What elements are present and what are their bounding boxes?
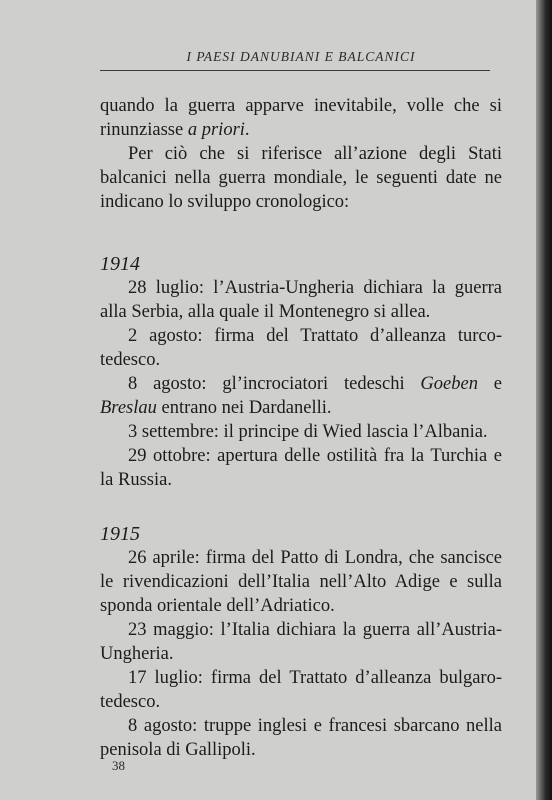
ship-name: Breslau [100, 398, 157, 418]
entry-date: 2 agosto [128, 326, 198, 346]
entry-text: : firma del Trattato d’alleanza bulgaro-tedesco. [100, 668, 502, 712]
body-text [100, 94, 502, 762]
entry-date: 3 settembre [128, 422, 214, 442]
entry-text: : l’Austria-Ungheria dichiara la guerra alla Serbia, alla quale il Montenegro si allea. [100, 278, 502, 322]
year-heading-1915: 1915 [100, 523, 140, 545]
entry-date: 23 maggio [128, 620, 209, 640]
chronology-entry [100, 666, 502, 714]
entry-text: : truppe inglesi e francesi sbarcano nella penisola di Gallipoli. [100, 716, 502, 760]
intro-italic: a priori [187, 120, 245, 140]
entry-text: entrano nei Dardanelli. [156, 398, 332, 418]
chronology-entry [100, 444, 502, 492]
entry-text: : apertura delle ostilità fra la Turchia e la Russia. [100, 446, 502, 490]
entry-text: : gl’incrociatori tedeschi [201, 374, 421, 394]
ship-name: Goeben [420, 374, 478, 394]
chronology-entry [100, 276, 502, 324]
running-head: I PAESI DANUBIANI E BALCANICI [186, 49, 416, 64]
chronology-entry [100, 324, 502, 372]
entry-text: : firma del Patto di Londra, che sancisce le rivendicazioni dell’Italia nell’Alto Adige e sulla sponda orientale dell’Adriatico. [100, 548, 502, 616]
entry-date: 29 ottobre [128, 446, 206, 466]
header-rule [100, 70, 490, 71]
chronology-entry [100, 420, 502, 444]
intro-paragraph [100, 94, 502, 142]
chronology-entry [100, 714, 502, 762]
entry-text: : firma del Trattato d’alleanza turco-tedesco. [100, 326, 502, 370]
intro-text: quando la guerra apparve inevitabile, volle che si rinunziasse [100, 96, 502, 140]
entry-date: 8 agosto [128, 716, 193, 736]
entry-date: 26 aprile [128, 548, 195, 568]
entry-text: e [477, 374, 502, 394]
second-paragraph: Per ciò che si riferisce all’azione degli Stati balcanici nella guerra mondiale, le seguenti date ne indicano lo sviluppo cronologico: [100, 144, 502, 212]
chronology-entry [100, 372, 502, 420]
intro-end: . [244, 120, 250, 140]
page-edge-shadow [536, 0, 552, 800]
entry-text: : il principe di Wied lascia l’Albania. [213, 422, 488, 442]
entry-text: : l’Italia dichiara la guerra all’Austria-Ungheria. [100, 620, 502, 664]
entry-date: 8 agosto [128, 374, 202, 394]
page-number: 38 [112, 758, 125, 773]
entry-date: 28 luglio [128, 278, 199, 298]
year-heading-1914: 1914 [100, 253, 140, 275]
chronology-entry [100, 618, 502, 666]
entry-date: 17 luglio [128, 668, 198, 688]
chronology-entry [100, 546, 502, 618]
